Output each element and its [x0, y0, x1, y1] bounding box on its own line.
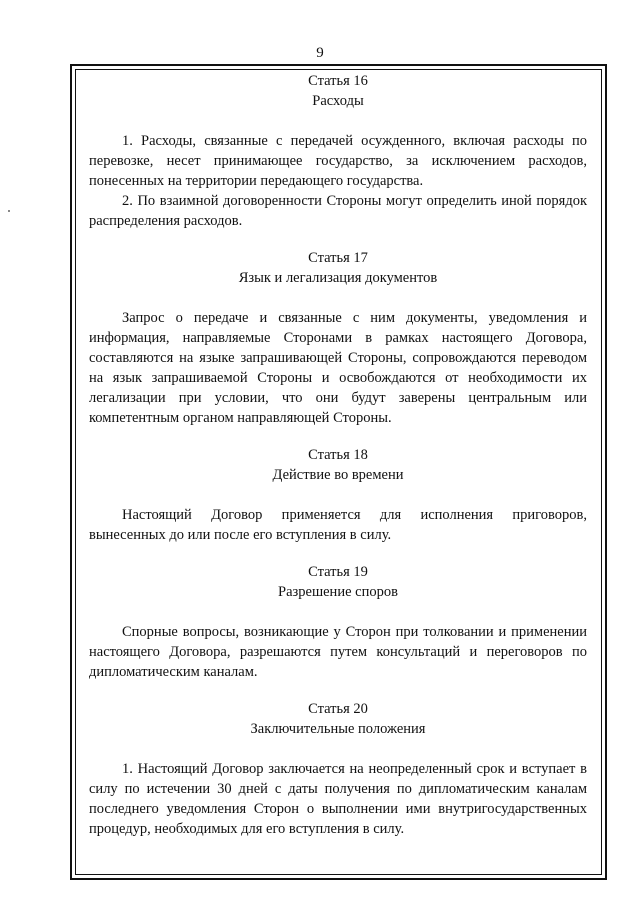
- article-16: [89, 71, 587, 231]
- article-19: [89, 562, 587, 682]
- article-title: Расходы: [312, 93, 364, 109]
- article-number: Статья 19: [308, 564, 368, 580]
- article-number: Статья 18: [308, 447, 368, 463]
- article-paragraph: 2. По взаимной договоренности Стороны могут определить иной порядок распределения расходов.: [89, 193, 587, 229]
- article-number: Статья 20: [308, 701, 368, 717]
- scan-speck: [8, 210, 10, 212]
- article-17: [89, 248, 587, 428]
- article-title: Действие во времени: [272, 467, 404, 483]
- article-paragraph: Спорные вопросы, возникающие у Сторон при толковании и применении настоящего Договора, разрешаются путем консультаций и переговоров по дипломатическим каналам.: [89, 624, 587, 680]
- document-body: [89, 71, 587, 856]
- article-paragraph: 1. Настоящий Договор заключается на неопределенный срок и вступает в силу по истечении 30 дней с даты получения по дипломатическим каналам последнего уведомления Сторон о выполнении ими внутригосударственных процедур, необходимых для его вступления в силу.: [89, 761, 587, 837]
- article-18: [89, 445, 587, 545]
- page-number: 9: [316, 45, 324, 61]
- article-title: Заключительные положения: [250, 721, 426, 737]
- article-title: Язык и легализация документов: [238, 270, 438, 286]
- article-title: Разрешение споров: [278, 584, 398, 600]
- article-paragraph: 1. Расходы, связанные с передачей осужденного, включая расходы по перевозке, несет принимающее государство, за исключением расходов, понесенных на территории передающего государства.: [89, 133, 587, 189]
- article-20: [89, 699, 587, 839]
- article-number: Статья 16: [308, 73, 368, 89]
- article-paragraph: Запрос о передаче и связанные с ним документы, уведомления и информация, направляемые Сторонами в рамках настоящего Договора, составляются на языке запрашивающей Стороны, сопровождаются переводом на язык запрашиваемой Стороны и освобождаются от необходимости их легализации при условии, что они будут заверены центральным или компетентным органом направляющей Стороны.: [89, 310, 587, 426]
- document-frame: [70, 64, 607, 880]
- article-number: Статья 17: [308, 250, 368, 266]
- article-paragraph: Настоящий Договор применяется для исполнения приговоров, вынесенных до или после его вступления в силу.: [89, 507, 587, 543]
